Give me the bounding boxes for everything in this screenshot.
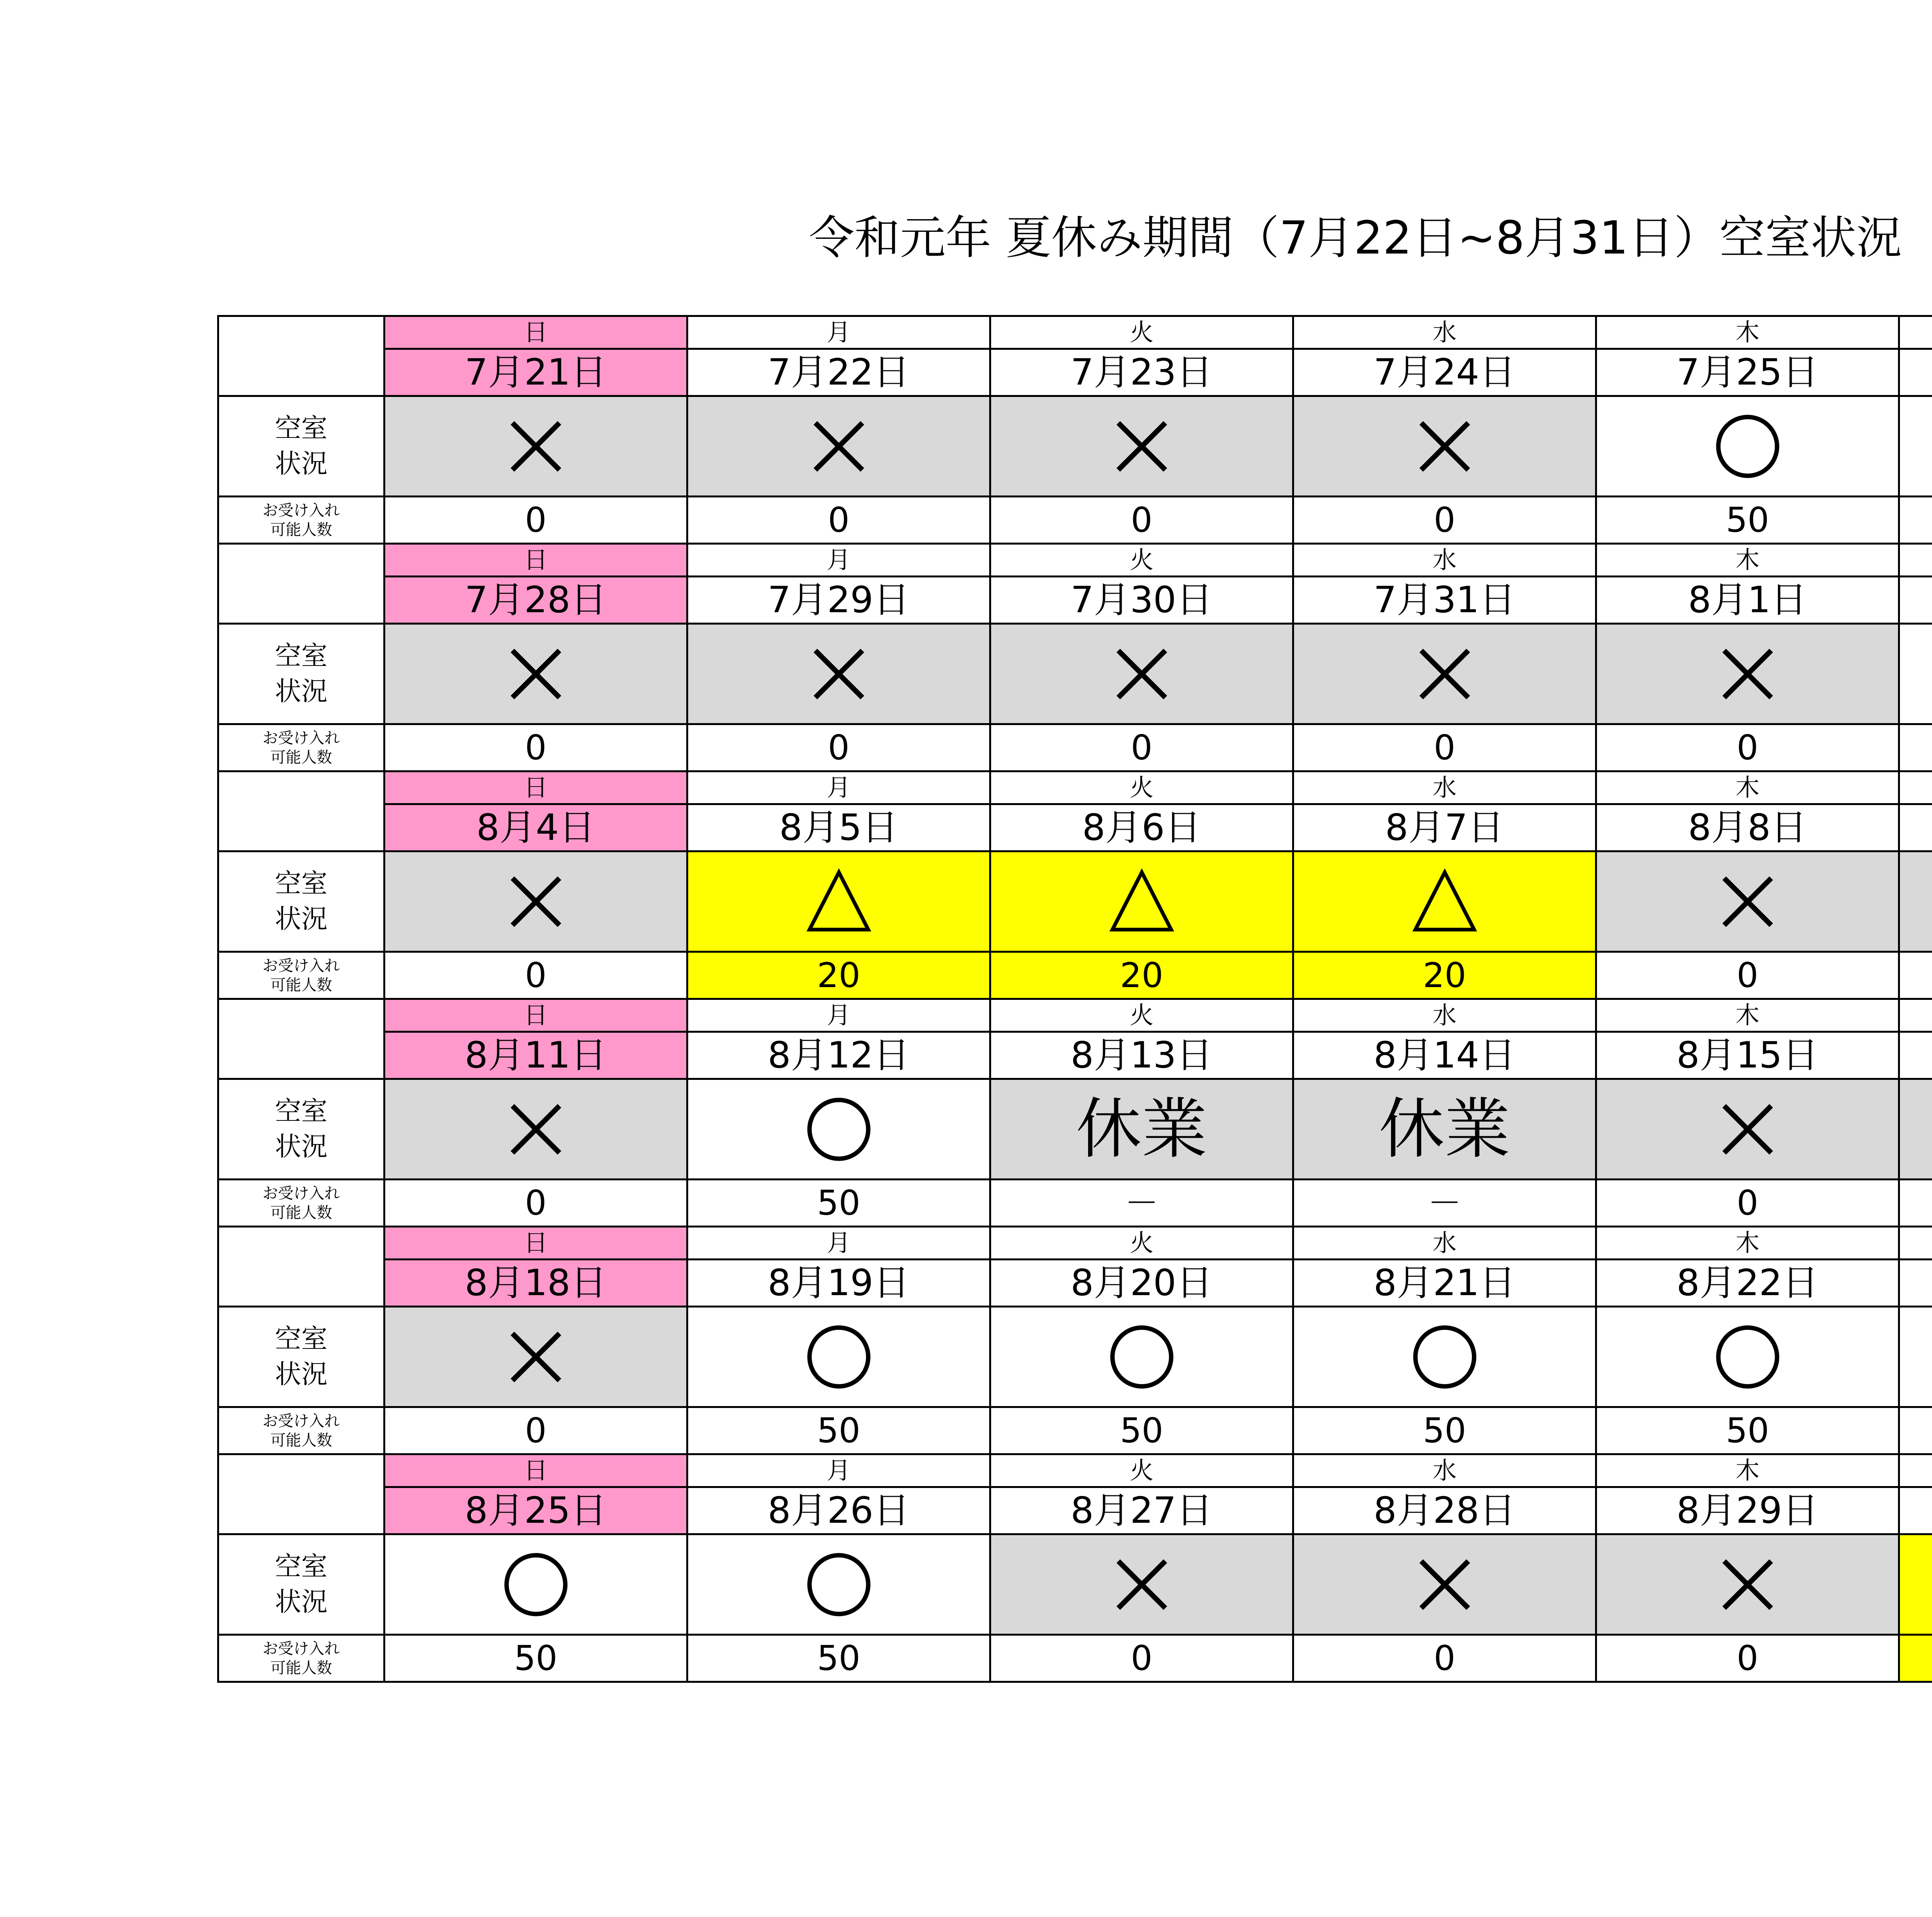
capacity-cell: 0 xyxy=(687,497,990,544)
weekday-row xyxy=(218,771,1932,804)
vacancy-available-circle-icon xyxy=(1408,1320,1481,1394)
date-cell: 8月13日 xyxy=(990,1032,1293,1079)
status-cell xyxy=(687,1307,990,1407)
date-cell: 8月19日 xyxy=(687,1260,990,1307)
vacancy-available-circle-icon xyxy=(1105,1320,1179,1394)
vacancy-full-cross-icon xyxy=(1408,637,1481,711)
weekday-cell: 火 xyxy=(990,999,1293,1032)
vacancy-limited-triangle-icon xyxy=(802,865,876,938)
weekday-row xyxy=(218,999,1932,1032)
vacancy-full-cross-icon xyxy=(1408,410,1481,483)
status-cell xyxy=(687,396,990,497)
weekday-cell: 月 xyxy=(687,999,990,1032)
weekday-cell: 日 xyxy=(384,999,687,1032)
capacity-cell: 50 xyxy=(384,1635,687,1682)
date-cell: 8月7日 xyxy=(1293,804,1596,851)
status-cell xyxy=(1596,624,1899,724)
closed-label: 休業 xyxy=(1379,1091,1510,1168)
status-cell xyxy=(1899,1307,1932,1407)
date-cell xyxy=(1899,1260,1932,1307)
week-header-label xyxy=(218,771,384,851)
weekday-cell: 日 xyxy=(384,316,687,349)
date-cell: 7月31日 xyxy=(1293,577,1596,624)
weekday-cell: 水 xyxy=(1293,544,1596,577)
weekday-cell: 火 xyxy=(990,771,1293,804)
status-cell xyxy=(1596,396,1899,497)
weekday-row xyxy=(218,1227,1932,1260)
capacity-row-label: お受け入れ 可能人数 xyxy=(218,724,384,771)
capacity-row-label: お受け入れ 可能人数 xyxy=(218,1407,384,1454)
status-cell xyxy=(990,851,1293,952)
date-row xyxy=(218,1032,1932,1079)
date-row xyxy=(218,577,1932,624)
status-cell xyxy=(1293,851,1596,952)
vacancy-available-circle-icon xyxy=(1711,410,1784,483)
vacancy-full-cross-icon xyxy=(1105,637,1179,711)
weekday-cell: 水 xyxy=(1293,1454,1596,1487)
date-cell xyxy=(1899,1487,1932,1534)
weekday-cell: 木 xyxy=(1596,771,1899,804)
date-cell: 7月30日 xyxy=(990,577,1293,624)
vacancy-limited-triangle-icon xyxy=(1408,865,1481,938)
weekday-cell: 水 xyxy=(1293,1227,1596,1260)
capacity-cell: 0 xyxy=(1596,724,1899,771)
date-cell xyxy=(1899,804,1932,851)
date-cell: 8月4日 xyxy=(384,804,687,851)
vacancy-full-cross-icon xyxy=(1105,1548,1179,1621)
weekday-row xyxy=(218,316,1932,349)
status-cell xyxy=(990,624,1293,724)
capacity-cell: 50 xyxy=(687,1407,990,1454)
capacity-cell: 20 xyxy=(990,952,1293,999)
status-cell xyxy=(384,624,687,724)
status-row xyxy=(218,1307,1932,1407)
vacancy-full-cross-icon xyxy=(1711,1093,1784,1166)
capacity-cell: － xyxy=(1293,1180,1596,1227)
date-cell: 8月20日 xyxy=(990,1260,1293,1307)
capacity-row-label: お受け入れ 可能人数 xyxy=(218,1635,384,1682)
vacancy-full-cross-icon xyxy=(1105,410,1179,483)
date-cell: 8月12日 xyxy=(687,1032,990,1079)
vacancy-available-circle-icon xyxy=(802,1320,876,1394)
status-cell xyxy=(990,396,1293,497)
vacancy-full-cross-icon xyxy=(1711,865,1784,938)
capacity-row xyxy=(218,1180,1932,1227)
status-cell xyxy=(384,1079,687,1180)
status-row-label: 空室 状況 xyxy=(218,1534,384,1635)
weekday-cell: 月 xyxy=(687,1227,990,1260)
capacity-cell xyxy=(1899,497,1932,544)
date-cell: 7月25日 xyxy=(1596,349,1899,396)
status-cell xyxy=(384,851,687,952)
date-cell: 8月6日 xyxy=(990,804,1293,851)
status-cell xyxy=(990,1534,1293,1635)
status-cell xyxy=(687,1079,990,1180)
weekday-cell: 月 xyxy=(687,771,990,804)
weekday-cell xyxy=(1899,544,1932,577)
date-cell xyxy=(1899,577,1932,624)
capacity-row xyxy=(218,497,1932,544)
weekday-cell: 水 xyxy=(1293,999,1596,1032)
date-cell: 8月11日 xyxy=(384,1032,687,1079)
capacity-cell xyxy=(1899,1180,1932,1227)
weekday-cell: 日 xyxy=(384,1227,687,1260)
capacity-cell: 0 xyxy=(384,497,687,544)
status-cell xyxy=(1596,1534,1899,1635)
week-header-label xyxy=(218,1454,384,1534)
weekday-cell xyxy=(1899,316,1932,349)
status-row-label: 空室 状況 xyxy=(218,1307,384,1407)
date-cell: 7月22日 xyxy=(687,349,990,396)
vacancy-full-cross-icon xyxy=(1711,637,1784,711)
status-row xyxy=(218,1079,1932,1180)
calendar-body xyxy=(218,316,1932,1682)
capacity-cell xyxy=(1899,952,1932,999)
date-cell: 8月8日 xyxy=(1596,804,1899,851)
vacancy-full-cross-icon xyxy=(1408,1548,1481,1621)
capacity-cell: 0 xyxy=(990,1635,1293,1682)
weekday-cell: 月 xyxy=(687,1454,990,1487)
weekday-cell: 木 xyxy=(1596,999,1899,1032)
capacity-cell: 0 xyxy=(1293,497,1596,544)
status-cell xyxy=(990,1079,1293,1180)
vacancy-available-circle-icon xyxy=(1711,1320,1784,1394)
date-cell: 8月15日 xyxy=(1596,1032,1899,1079)
status-cell xyxy=(1293,1307,1596,1407)
status-row xyxy=(218,851,1932,952)
status-row xyxy=(218,396,1932,497)
date-row xyxy=(218,349,1932,396)
date-cell: 8月5日 xyxy=(687,804,990,851)
vacancy-full-cross-icon xyxy=(499,865,573,938)
date-cell xyxy=(1899,349,1932,396)
status-cell xyxy=(687,624,990,724)
weekday-cell xyxy=(1899,1454,1932,1487)
date-cell: 8月28日 xyxy=(1293,1487,1596,1534)
capacity-cell: 20 xyxy=(1293,952,1596,999)
status-cell xyxy=(1293,624,1596,724)
status-cell xyxy=(1899,1079,1932,1180)
weekday-row xyxy=(218,1454,1932,1487)
status-cell xyxy=(1899,396,1932,497)
status-row xyxy=(218,1534,1932,1635)
vacancy-full-cross-icon xyxy=(499,637,573,711)
closed-label: 休業 xyxy=(1076,1091,1208,1168)
status-row-label: 空室 状況 xyxy=(218,1079,384,1180)
weekday-cell: 月 xyxy=(687,544,990,577)
week-header-label xyxy=(218,1227,384,1307)
capacity-row-label: お受け入れ 可能人数 xyxy=(218,497,384,544)
status-cell xyxy=(1293,1079,1596,1180)
status-cell xyxy=(1899,624,1932,724)
status-cell xyxy=(687,851,990,952)
capacity-cell: 0 xyxy=(990,497,1293,544)
date-cell: 7月21日 xyxy=(384,349,687,396)
status-cell xyxy=(384,1307,687,1407)
date-cell: 8月27日 xyxy=(990,1487,1293,1534)
week-header-label xyxy=(218,544,384,624)
status-cell xyxy=(1596,1079,1899,1180)
date-cell: 7月23日 xyxy=(990,349,1293,396)
capacity-cell: 0 xyxy=(1596,1180,1899,1227)
weekday-cell xyxy=(1899,999,1932,1032)
date-cell: 8月18日 xyxy=(384,1260,687,1307)
weekday-cell: 木 xyxy=(1596,316,1899,349)
capacity-row xyxy=(218,724,1932,771)
weekday-cell: 水 xyxy=(1293,771,1596,804)
capacity-cell: 0 xyxy=(384,1180,687,1227)
date-row xyxy=(218,1487,1932,1534)
capacity-cell: 0 xyxy=(1293,724,1596,771)
weekday-cell: 火 xyxy=(990,1454,1293,1487)
status-cell xyxy=(1293,396,1596,497)
vacancy-full-cross-icon xyxy=(802,637,876,711)
weekday-cell xyxy=(1899,771,1932,804)
status-cell xyxy=(990,1307,1293,1407)
capacity-cell: 0 xyxy=(1596,1635,1899,1682)
availability-calendar xyxy=(217,315,1932,1683)
vacancy-full-cross-icon xyxy=(1711,1548,1784,1621)
capacity-row-label: お受け入れ 可能人数 xyxy=(218,1180,384,1227)
capacity-cell: 0 xyxy=(1596,952,1899,999)
capacity-row xyxy=(218,1407,1932,1454)
weekday-cell: 木 xyxy=(1596,1454,1899,1487)
date-cell xyxy=(1899,1032,1932,1079)
capacity-row xyxy=(218,952,1932,999)
weekday-cell: 月 xyxy=(687,316,990,349)
status-cell xyxy=(687,1534,990,1635)
date-cell: 7月29日 xyxy=(687,577,990,624)
vacancy-available-circle-icon xyxy=(802,1093,876,1166)
capacity-cell xyxy=(1899,1407,1932,1454)
status-cell xyxy=(1596,1307,1899,1407)
date-cell: 8月14日 xyxy=(1293,1032,1596,1079)
date-cell: 8月29日 xyxy=(1596,1487,1899,1534)
capacity-cell: － xyxy=(990,1180,1293,1227)
status-cell xyxy=(1596,851,1899,952)
capacity-cell: 50 xyxy=(687,1635,990,1682)
capacity-cell: 50 xyxy=(687,1180,990,1227)
status-row-label: 空室 状況 xyxy=(218,396,384,497)
date-cell: 8月22日 xyxy=(1596,1260,1899,1307)
date-cell: 7月28日 xyxy=(384,577,687,624)
week-header-label xyxy=(218,316,384,396)
capacity-cell: 0 xyxy=(687,724,990,771)
weekday-cell: 火 xyxy=(990,544,1293,577)
date-cell: 7月24日 xyxy=(1293,349,1596,396)
status-row-label: 空室 状況 xyxy=(218,851,384,952)
status-cell xyxy=(1899,1534,1932,1635)
capacity-row-label: お受け入れ 可能人数 xyxy=(218,952,384,999)
week-header-label xyxy=(218,999,384,1079)
capacity-cell: 0 xyxy=(384,1407,687,1454)
vacancy-full-cross-icon xyxy=(802,410,876,483)
weekday-cell: 火 xyxy=(990,316,1293,349)
status-cell xyxy=(384,1534,687,1635)
weekday-cell: 日 xyxy=(384,544,687,577)
capacity-cell xyxy=(1899,724,1932,771)
vacancy-available-circle-icon xyxy=(499,1548,573,1621)
vacancy-full-cross-icon xyxy=(499,1093,573,1166)
page-title: 令和元年 夏休み期間（7月22日~8月31日）空室状況 xyxy=(809,211,1902,264)
weekday-cell: 木 xyxy=(1596,544,1899,577)
capacity-cell: 0 xyxy=(384,952,687,999)
date-cell: 8月1日 xyxy=(1596,577,1899,624)
capacity-cell: 0 xyxy=(990,724,1293,771)
capacity-cell: 50 xyxy=(990,1407,1293,1454)
capacity-cell xyxy=(1899,1635,1932,1682)
capacity-cell: 50 xyxy=(1596,497,1899,544)
weekday-cell xyxy=(1899,1227,1932,1260)
status-cell xyxy=(1293,1534,1596,1635)
date-cell: 8月25日 xyxy=(384,1487,687,1534)
date-row xyxy=(218,1260,1932,1307)
capacity-cell: 50 xyxy=(1293,1407,1596,1454)
date-cell: 8月26日 xyxy=(687,1487,990,1534)
weekday-cell: 水 xyxy=(1293,316,1596,349)
vacancy-full-cross-icon xyxy=(499,410,573,483)
weekday-cell: 火 xyxy=(990,1227,1293,1260)
capacity-row xyxy=(218,1635,1932,1682)
date-cell: 8月21日 xyxy=(1293,1260,1596,1307)
weekday-cell: 日 xyxy=(384,1454,687,1487)
status-cell xyxy=(384,396,687,497)
vacancy-full-cross-icon xyxy=(499,1320,573,1394)
status-row-label: 空室 状況 xyxy=(218,624,384,724)
weekday-cell: 日 xyxy=(384,771,687,804)
status-row xyxy=(218,624,1932,724)
capacity-cell: 0 xyxy=(1293,1635,1596,1682)
capacity-cell: 0 xyxy=(384,724,687,771)
capacity-cell: 20 xyxy=(687,952,990,999)
date-row xyxy=(218,804,1932,851)
status-cell xyxy=(1899,851,1932,952)
vacancy-limited-triangle-icon xyxy=(1105,865,1179,938)
vacancy-available-circle-icon xyxy=(802,1548,876,1621)
capacity-cell: 50 xyxy=(1596,1407,1899,1454)
weekday-row xyxy=(218,544,1932,577)
weekday-cell: 木 xyxy=(1596,1227,1899,1260)
